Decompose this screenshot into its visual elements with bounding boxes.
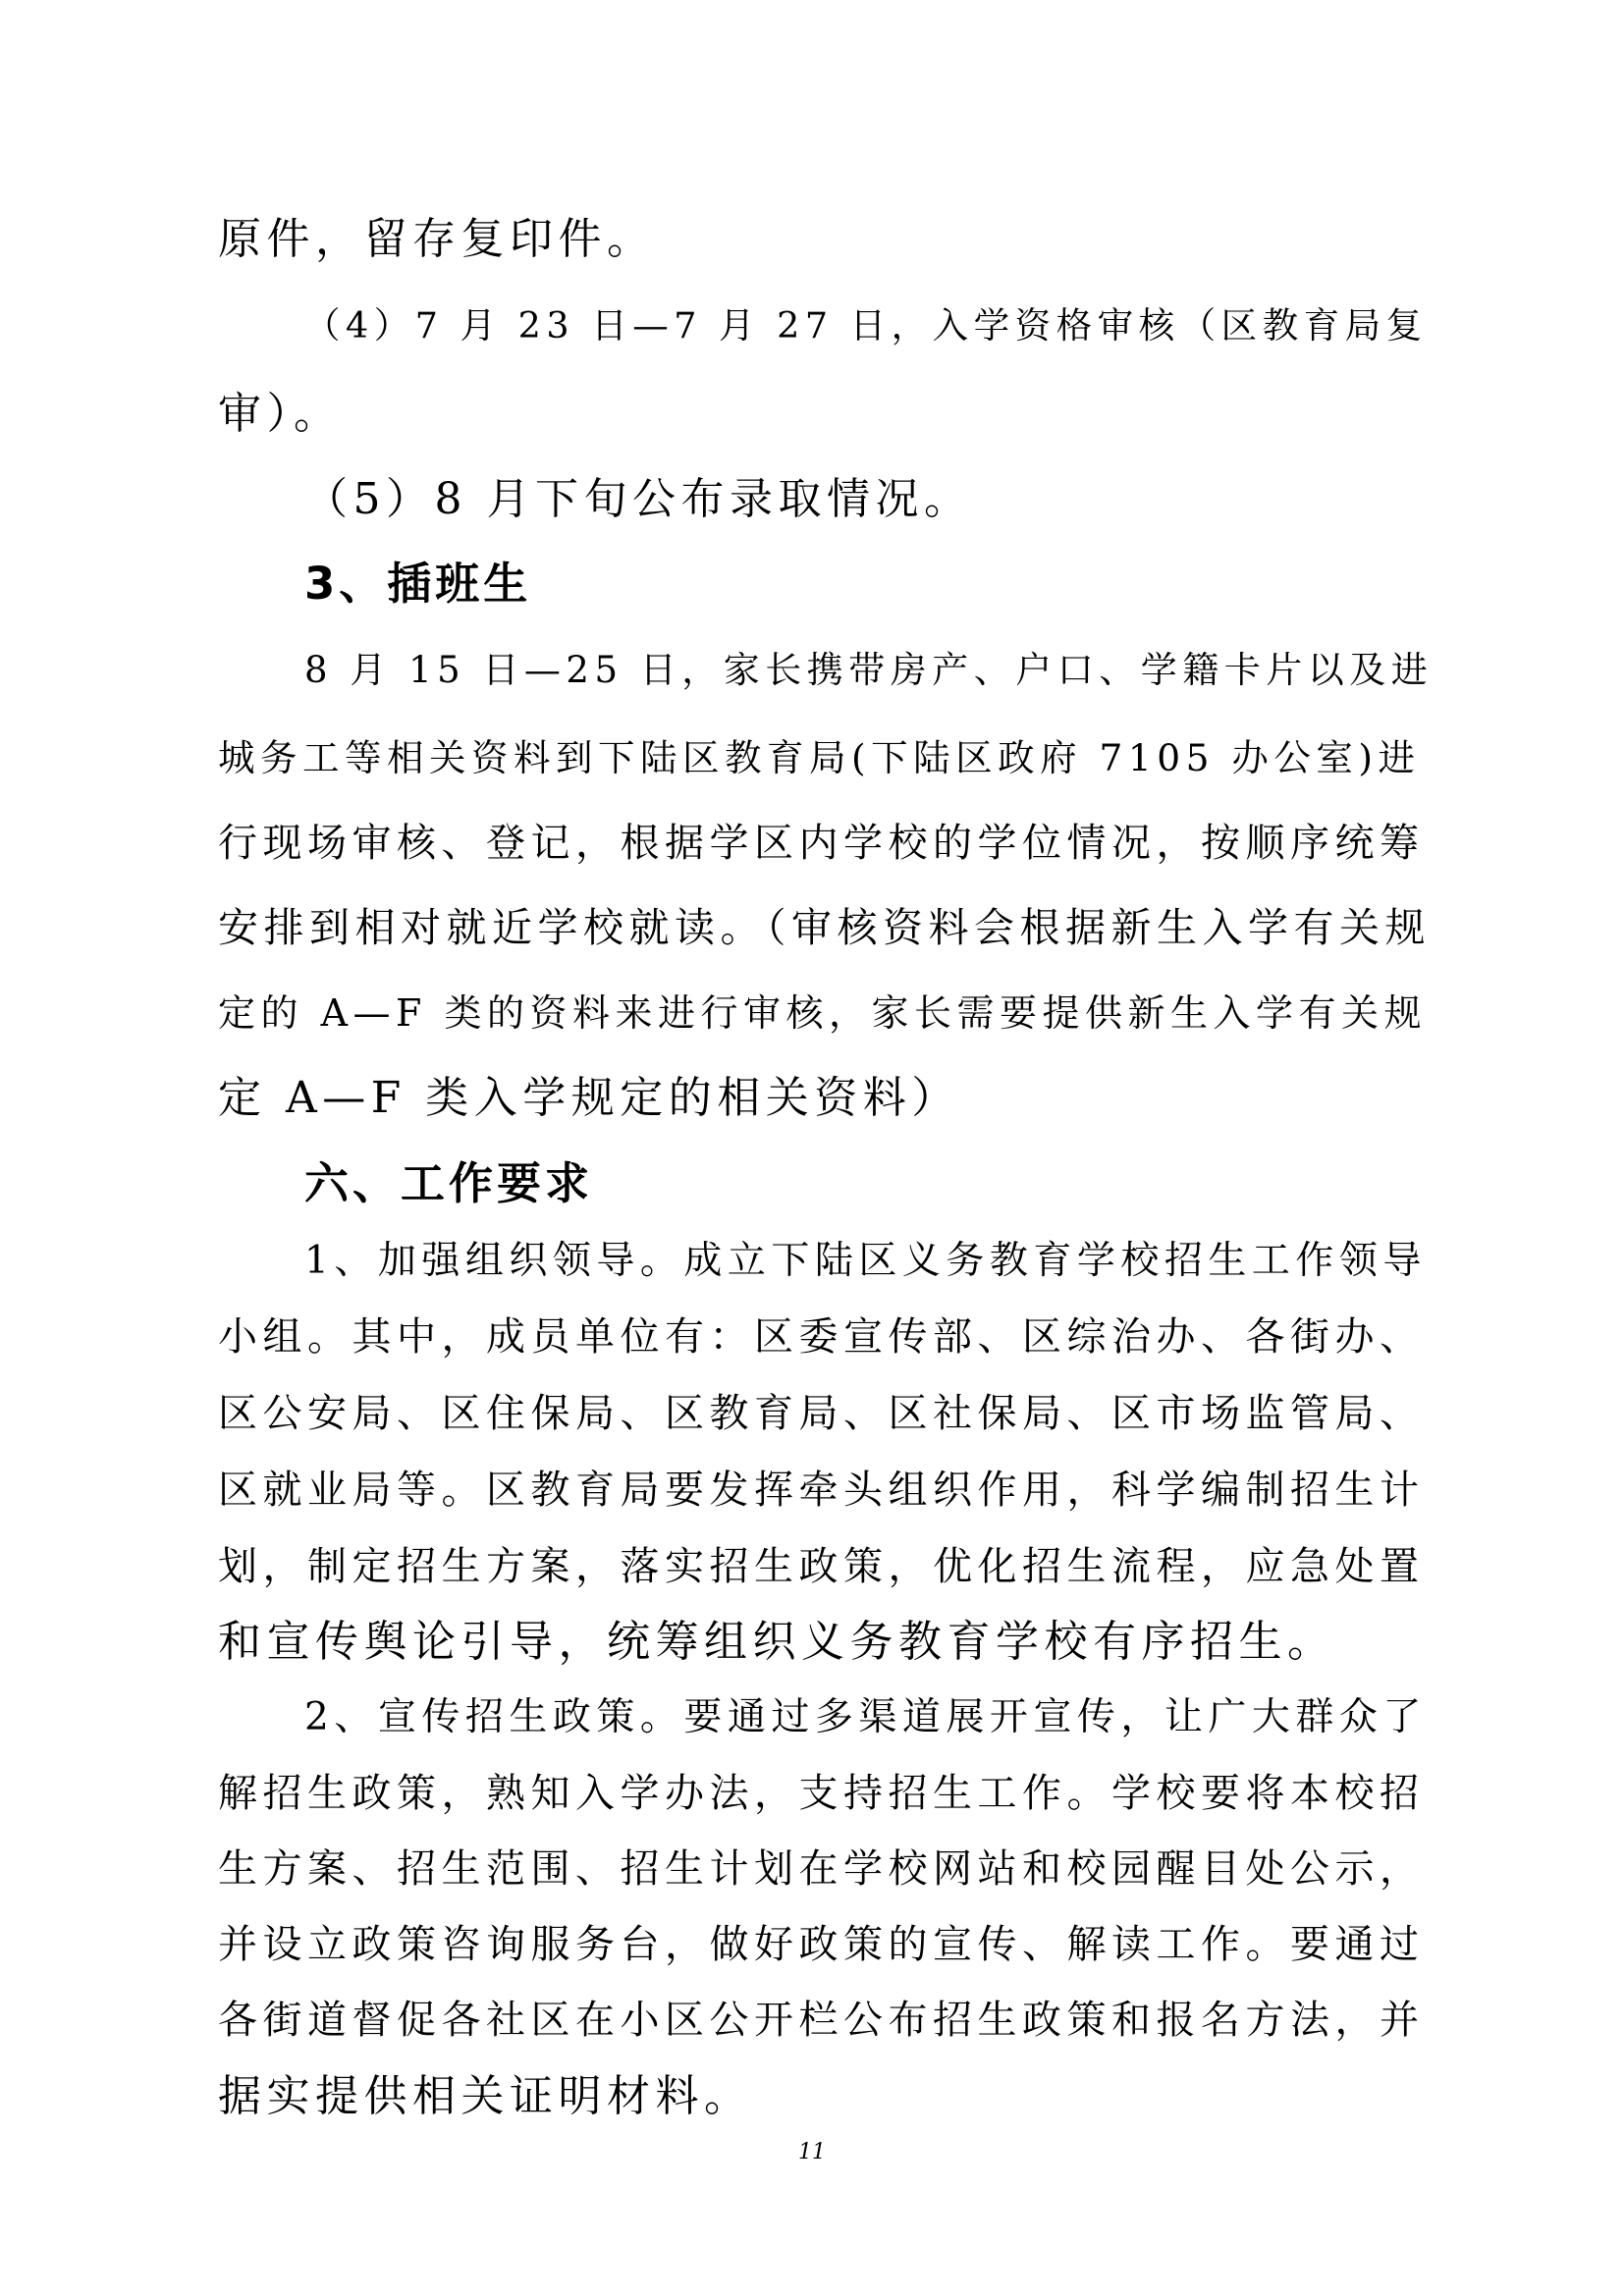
paragraph-line: 小组。其中，成员单位有：区委宣传部、区综治办、各街办、	[218, 1314, 1425, 1360]
paragraph-line: 各街道督促各社区在小区公开栏公布招生政策和报名方法，并	[218, 1998, 1425, 2043]
paragraph-line: 行现场审核、登记，根据学区内学校的学位情况，按顺序统筹	[218, 821, 1425, 866]
paragraph-line: 和宣传舆论引导，统筹组织义务教育学校有序招生。	[218, 1617, 1336, 1667]
paragraph-line: 区就业局等。区教育局要发挥牵头组织作用，科学编制招生计	[218, 1468, 1425, 1513]
section-heading: 3、插班生	[304, 558, 532, 610]
paragraph-line: 审）。	[218, 389, 343, 439]
paragraph-line: 并设立政策咨询服务台，做好政策的宣传、解读工作。要通过	[218, 1922, 1425, 1967]
paragraph-line: 据实提供相关证明材料。	[218, 2071, 753, 2121]
paragraph-line: 定的 A—F 类的资料来进行审核，家长需要提供新生入学有关规	[218, 991, 1427, 1035]
page-number: 11	[798, 2140, 826, 2164]
paragraph-line: 解招生政策，熟知入学办法，支持招生工作。学校要将本校招	[218, 1771, 1425, 1816]
paragraph-line: 1、加强组织领导。成立下陆区义务教育学校招生工作领导	[304, 1239, 1427, 1283]
paragraph-line: 定 A—F 类入学规定的相关资料）	[218, 1073, 960, 1123]
paragraph-line: （4）7 月 23 日—7 月 27 日，入学资格审核（区教育局复	[304, 304, 1428, 347]
paragraph-line: 城务工等相关资料到下陆区教育局(下陆区政府 7105 办公室)进	[218, 736, 1421, 779]
paragraph-line: 生方案、招生范围、招生计划在学校网站和校园醒目处公示，	[218, 1846, 1425, 1892]
paragraph-line: 原件，留存复印件。	[218, 214, 656, 264]
section-heading: 六、工作要求	[304, 1157, 594, 1209]
paragraph-line: 2、宣传招生政策。要通过多渠道展开宣传，让广大群众了	[304, 1695, 1427, 1739]
paragraph-line: 区公安局、区住保局、区教育局、区社保局、区市场监管局、	[218, 1391, 1425, 1436]
paragraph-line: 安排到相对就近学校就读。（审核资料会根据新生入学有关规	[218, 904, 1431, 951]
paragraph-line: （5）8 月下旬公布录取情况。	[304, 474, 973, 524]
paragraph-line: 划，制定招生方案，落实招生政策，优化招生流程，应急处置	[218, 1544, 1425, 1589]
paragraph-line: 8 月 15 日—25 日，家长携带房产、户口、学籍卡片以及进	[304, 649, 1434, 691]
